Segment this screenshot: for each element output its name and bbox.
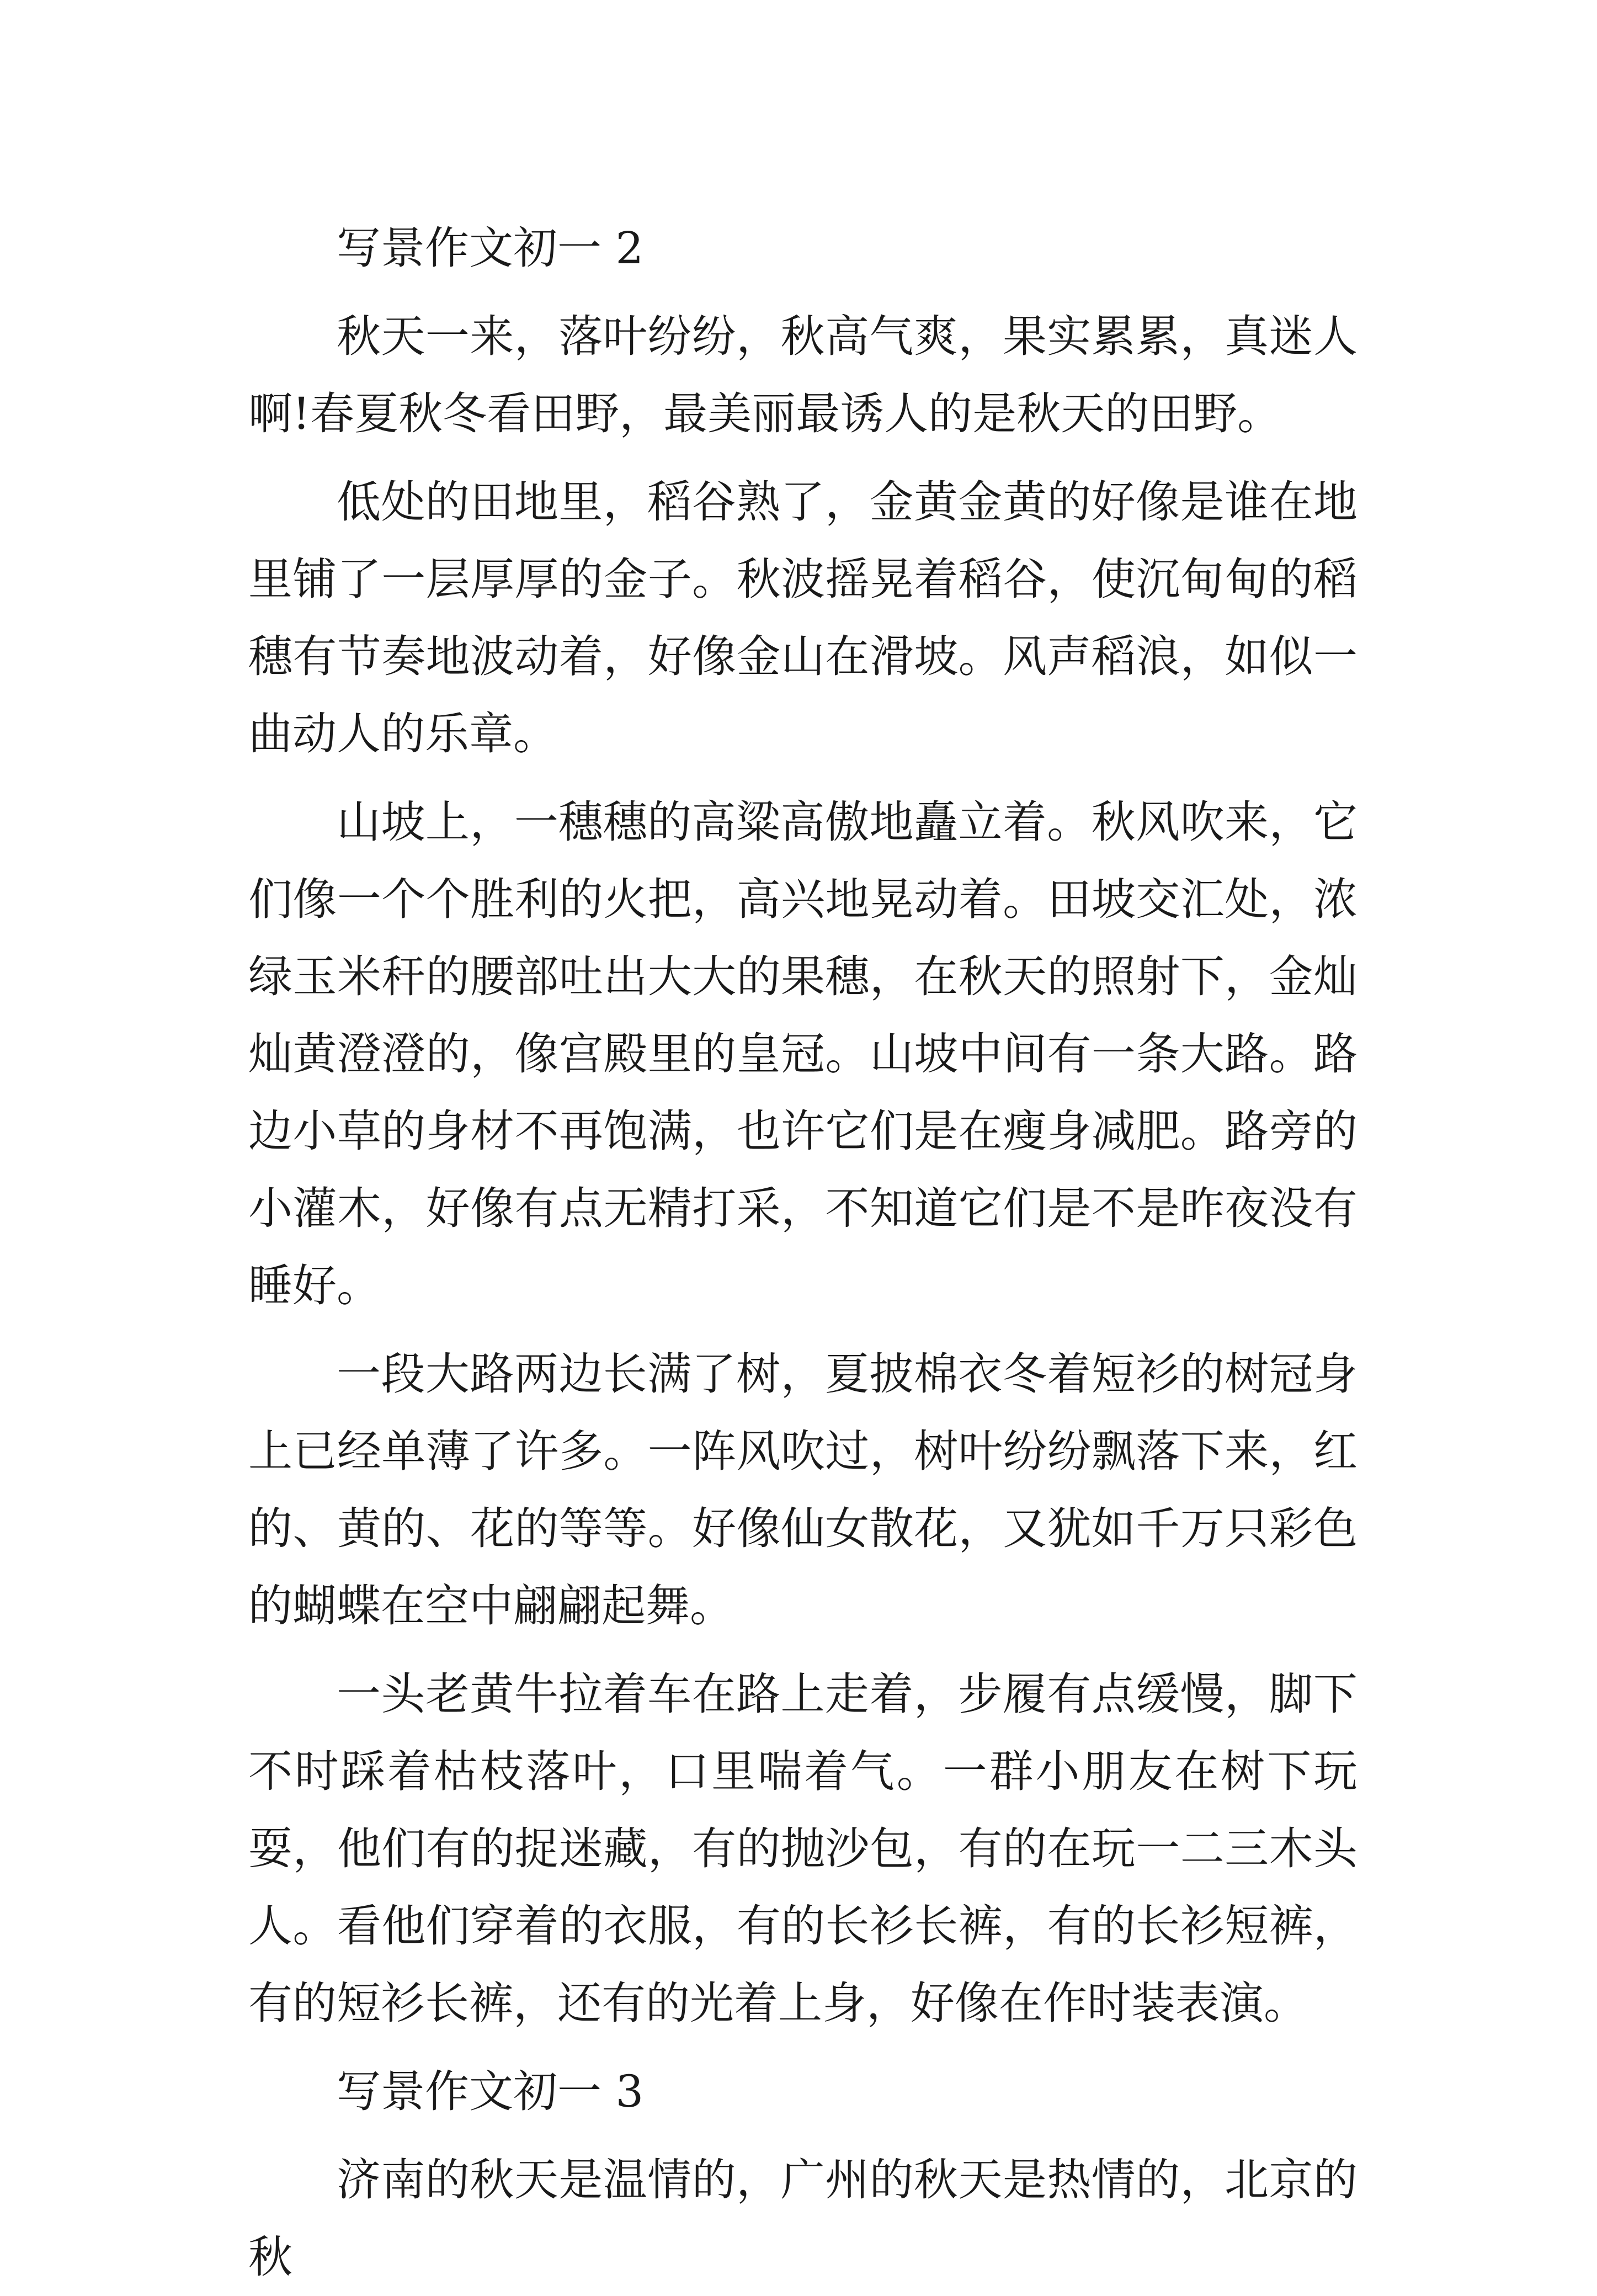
- paragraph-6: 济南的秋天是温情的，广州的秋天是热情的，北京的秋: [248, 2154, 1358, 2283]
- paragraph-5: 一头老黄牛拉着车在路上走着，步履有点缓慢，脚下不时踩着枯枝落叶，口里喘着气。一群小朋友在树下玩耍，他们有的捉迷藏，有的抛沙包，有的在玩一二三木头人。看他们穿着的衣服，有的长衫长裤，有的长衫短裤，有的短衫长裤，还有的光着上身，好像在作时装表演。: [248, 1668, 1358, 2029]
- section-heading-3: 写景作文初一 3: [337, 2066, 644, 2117]
- paragraph-3: 山坡上，一穗穗的高粱高傲地矗立着。秋风吹来，它们像一个个胜利的火把，高兴地晃动着。田坡交汇处，浓绿玉米秆的腰部吐出大大的果穗，在秋天的照射下，金灿灿黄澄澄的，像宫殿里的皇冠。山坡中间有一条大路。路边小草的身材不再饱满，也许它们是在瘦身减肥。路旁的小灌木，好像有点无精打采，不知道它们是不是昨夜没有睡好。: [248, 796, 1358, 1311]
- paragraph-4: 一段大路两边长满了树，夏披棉衣冬着短衫的树冠身上已经单薄了许多。一阵风吹过，树叶纷纷飘落下来，红的、黄的、花的等等。好像仙女散花，又犹如千万只彩色的蝴蝶在空中翩翩起舞。: [248, 1348, 1358, 1631]
- section-heading-2: 写景作文初一 2: [337, 222, 644, 274]
- paragraph-1: 秋天一来，落叶纷纷，秋高气爽，果实累累，真迷人啊!春夏秋冬看田野，最美丽最诱人的是秋天的田野。: [248, 311, 1358, 439]
- paragraph-2: 低处的田地里，稻谷熟了，金黄金黄的好像是谁在地里铺了一层厚厚的金子。秋波摇晃着稻谷，使沉甸甸的稻穗有节奏地波动着，好像金山在滑坡。风声稻浪，如似一曲动人的乐章。: [248, 476, 1358, 759]
- document-body: [248, 210, 1358, 2296]
